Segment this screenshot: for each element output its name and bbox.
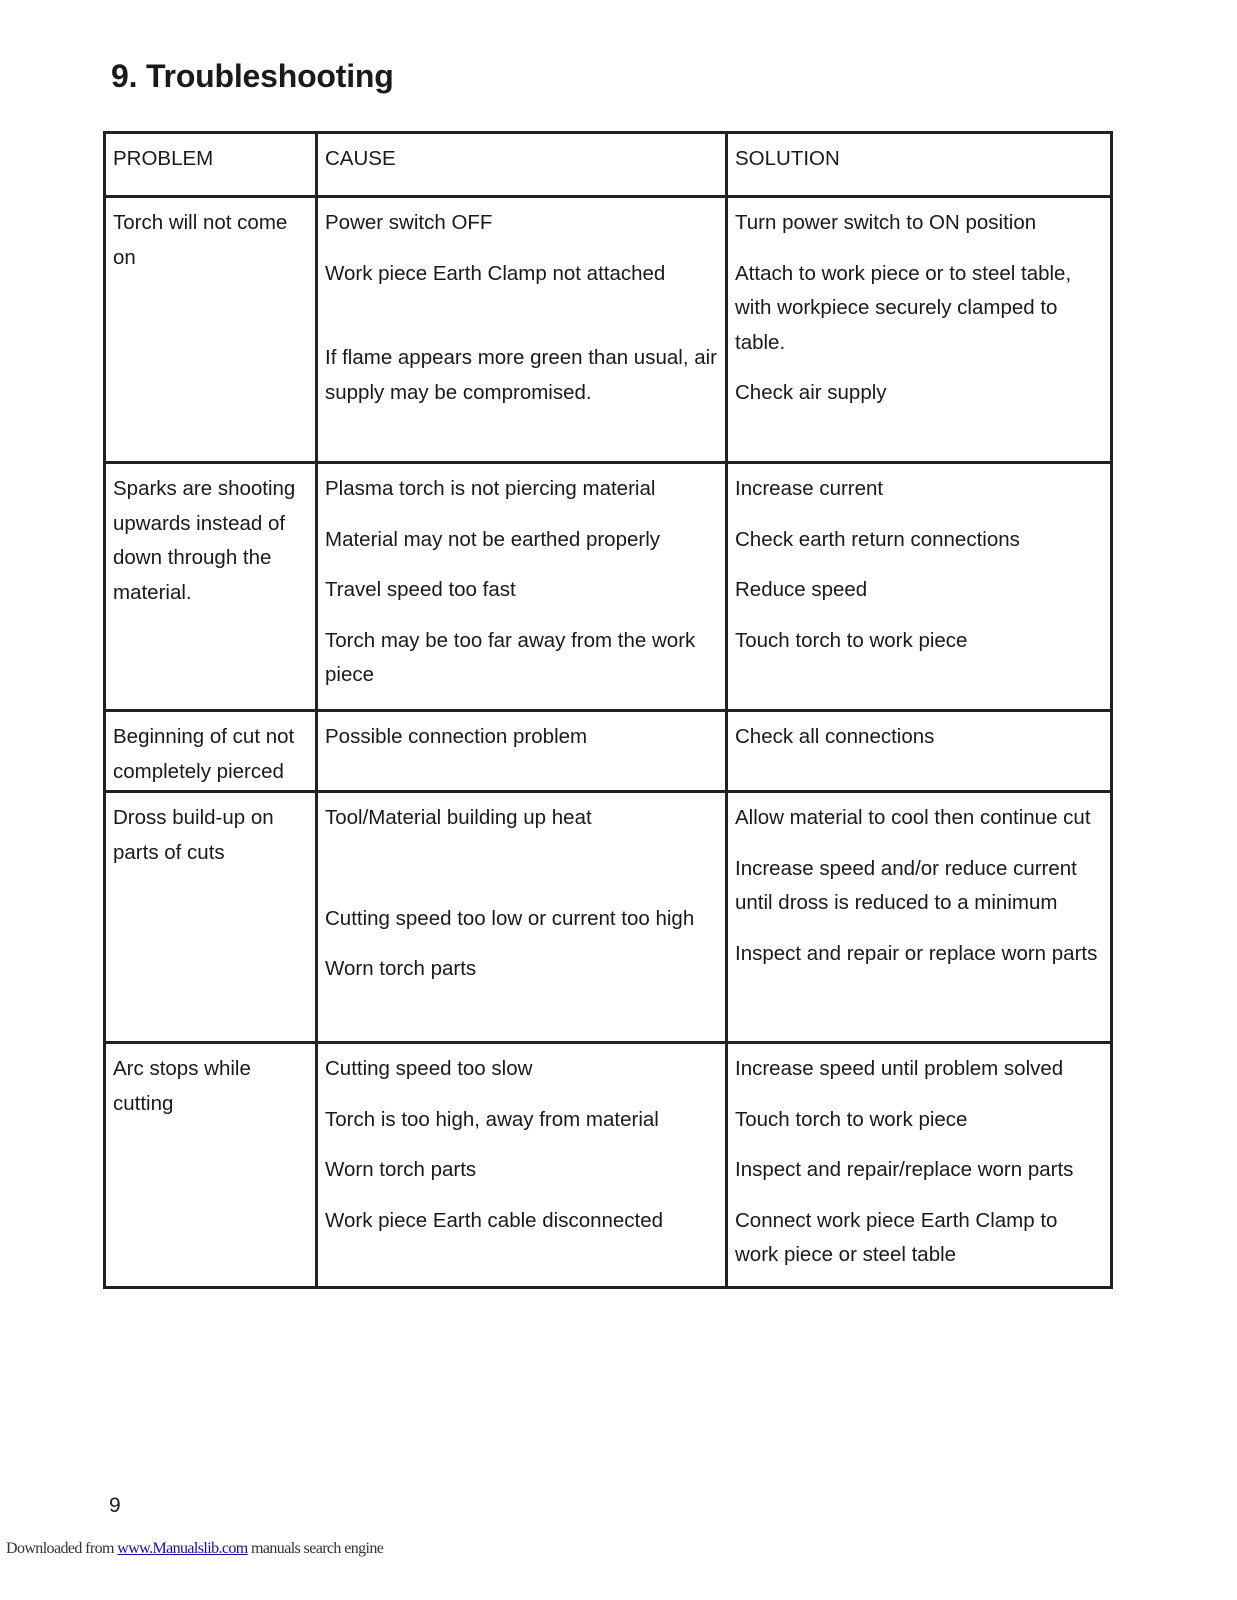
solution-item: Check earth return connections <box>735 527 1020 551</box>
solution-cell <box>727 711 1112 792</box>
solution-item: Check all connections <box>735 725 935 748</box>
table-row <box>105 792 1112 1043</box>
solution-item: Increase speed until problem solved <box>735 1057 1064 1080</box>
problem-cell <box>105 463 317 711</box>
problem-text: Beginning of cut not completely pierced <box>113 725 295 783</box>
solution-cell <box>727 1043 1112 1288</box>
cause-item: Plasma torch is not piercing material <box>325 477 656 500</box>
solution-cell <box>727 197 1112 463</box>
table-row <box>105 711 1112 792</box>
solution-item: Increase speed and/or reduce current until dross is reduced to a minimum <box>735 856 1077 914</box>
solution-cell <box>727 792 1112 1043</box>
table-row <box>105 1043 1112 1288</box>
problem-text: Dross build-up on parts of cuts <box>113 806 274 864</box>
solution-item: Allow material to cool then continue cut <box>735 806 1091 829</box>
cause-item: Possible connection problem <box>325 725 588 748</box>
cause-item: Material may not be earthed properly <box>325 527 661 551</box>
header-solution: SOLUTION <box>727 133 1112 197</box>
solution-item: Check air supply <box>735 381 887 404</box>
problem-cell <box>105 711 317 792</box>
footer-suffix: manuals search engine <box>247 1540 384 1557</box>
cause-item: Worn torch parts <box>325 957 477 980</box>
table-row <box>105 197 1112 463</box>
cause-cell <box>317 1043 727 1288</box>
footer <box>6 1540 383 1558</box>
header-cause: CAUSE <box>317 133 727 197</box>
troubleshooting-table <box>103 131 1113 1289</box>
solution-item: Touch torch to work piece <box>735 628 968 652</box>
problem-cell <box>105 792 317 1043</box>
solution-item: Attach to work piece or to steel table, with workpiece securely clamped to table. <box>735 261 1072 354</box>
solution-cell <box>727 463 1112 711</box>
cause-item: Work piece Earth Clamp not attached <box>325 261 666 285</box>
solution-item: Connect work piece Earth Clamp to work piece or steel table <box>735 1208 1058 1266</box>
table-row <box>105 463 1112 711</box>
cause-item: Power switch OFF <box>325 211 493 234</box>
solution-item: Turn power switch to ON position <box>735 211 1037 234</box>
cause-item: Tool/Material building up heat <box>325 806 592 829</box>
cause-item: If flame appears more green than usual, air supply may be compromised. <box>325 346 717 404</box>
solution-item: Touch torch to work piece <box>735 1107 968 1131</box>
cause-item: Torch is too high, away from material <box>325 1107 659 1131</box>
solution-item: Increase current <box>735 477 884 500</box>
page-number: 9 <box>109 1494 121 1517</box>
cause-item: Torch may be too far away from the work piece <box>325 628 696 686</box>
problem-cell <box>105 1043 317 1288</box>
cause-item: Worn torch parts <box>325 1158 477 1181</box>
header-problem: PROBLEM <box>105 133 317 197</box>
cause-item: Cutting speed too slow <box>325 1057 533 1080</box>
problem-text: Arc stops while cutting <box>113 1057 251 1115</box>
cause-cell <box>317 792 727 1043</box>
manualslib-link[interactable]: www.Manualslib.com <box>117 1540 248 1557</box>
footer-prefix: Downloaded from <box>6 1540 118 1557</box>
cause-item: Cutting speed too low or current too high <box>325 906 695 930</box>
cause-item: Travel speed too fast <box>325 578 516 601</box>
problem-text: Torch will not come on <box>113 211 288 269</box>
problem-cell <box>105 197 317 463</box>
solution-item: Inspect and repair or replace worn parts <box>735 941 1098 965</box>
problem-text: Sparks are shooting upwards instead of down through the material. <box>113 477 296 604</box>
solution-item: Inspect and repair/replace worn parts <box>735 1158 1074 1181</box>
cause-cell <box>317 711 727 792</box>
cause-cell <box>317 197 727 463</box>
page-title: 9. Troubleshooting <box>111 58 394 94</box>
cause-cell <box>317 463 727 711</box>
table-header-row <box>105 133 1112 197</box>
solution-item: Reduce speed <box>735 578 868 601</box>
cause-item: Work piece Earth cable disconnected <box>325 1208 664 1232</box>
